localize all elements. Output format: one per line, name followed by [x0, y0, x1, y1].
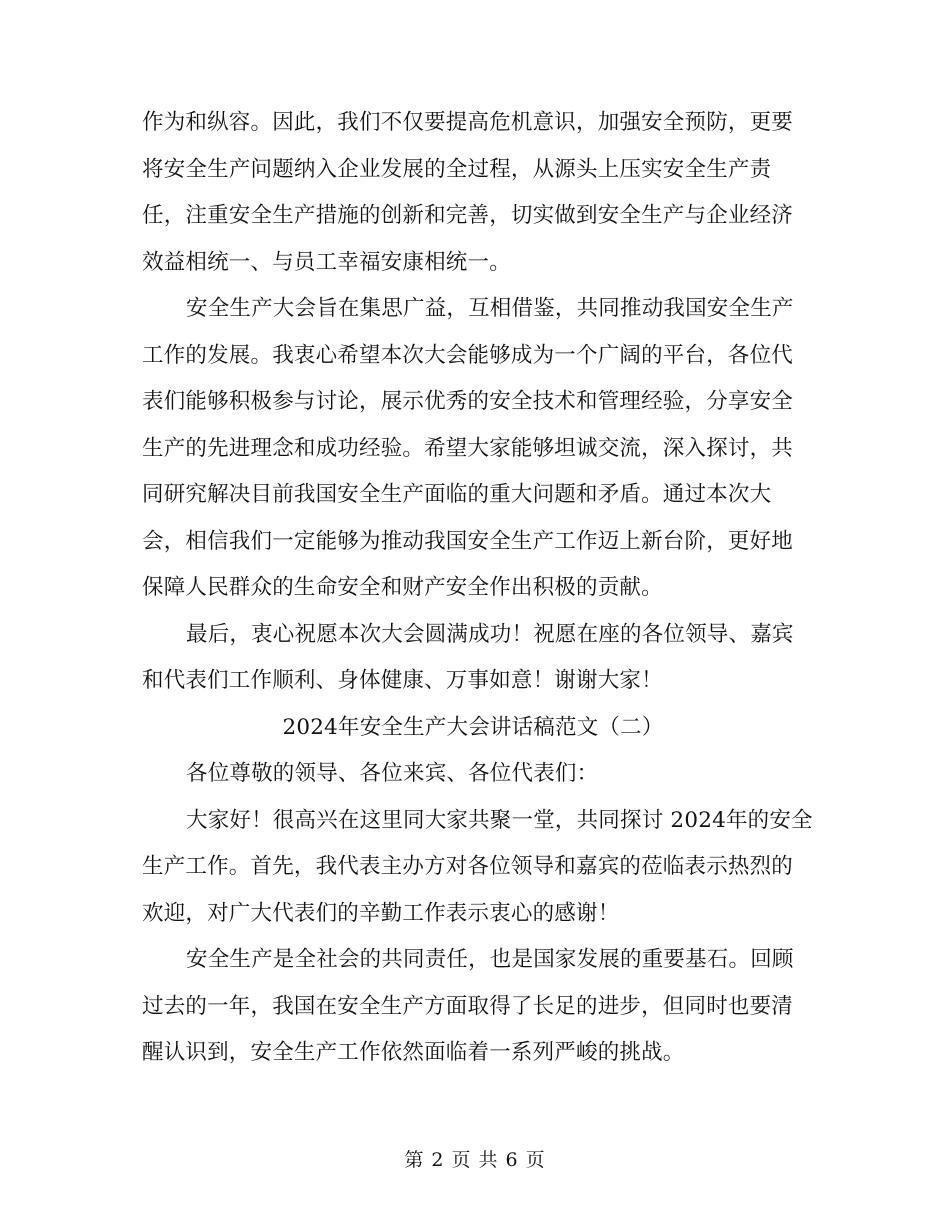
text-line: 大家好！很高兴在这里同大家共聚一堂，共同探讨 2024年的安全 [186, 807, 813, 833]
section-heading: 2024年安全生产大会讲话稿范文（二） [282, 714, 664, 740]
document-body [142, 100, 813, 1077]
text-line: 最后，衷心祝愿本次大会圆满成功！祝愿在座的各位领导、嘉宾 [186, 621, 794, 647]
text-line: 欢迎，对广大代表们的辛勤工作表示衷心的感谢！ [142, 900, 620, 926]
text-line: 生产的先进理念和成功经验。希望大家能够坦诚交流，深入探讨，共 [142, 435, 794, 461]
text-line: 将安全生产问题纳入企业发展的全过程，从源头上压实安全生产责 [142, 156, 772, 182]
text-line: 工作的发展。我衷心希望本次大会能够成为一个广阔的平台，各位代 [142, 342, 794, 368]
text-line: 生产工作。首先，我代表主办方对各位领导和嘉宾的莅临表示热烈的 [142, 854, 794, 879]
text-line: 安全生产大会旨在集思广益，互相借鉴，共同推动我国安全生产 [186, 296, 794, 321]
text-line: 任，注重安全生产措施的创新和完善，切实做到安全生产与企业经济 [142, 203, 794, 228]
text-line: 过去的一年，我国在安全生产方面取得了长足的进步，但同时也要清 [142, 993, 794, 1019]
page-number-footer: 第 2 页 共 6 页 [404, 1149, 546, 1171]
text-line: 和代表们工作顺利、身体健康、万事如意！谢谢大家！ [142, 668, 663, 693]
text-line: 同研究解决目前我国安全生产面临的重大问题和矛盾。通过本次大 [142, 482, 772, 507]
text-line: 醒认识到，安全生产工作依然面临着一系列严峻的挑战。 [142, 1040, 685, 1065]
text-line: 表们能够积极参与讨论，展示优秀的安全技术和管理经验，分享安全 [142, 389, 794, 414]
text-line: 安全生产是全社会的共同责任，也是国家发展的重要基石。回顾 [186, 947, 794, 972]
text-line: 各位尊敬的领导、各位来宾、各位代表们： [186, 761, 599, 786]
text-line: 会，相信我们一定能够为推动我国安全生产工作迈上新台阶，更好地 [142, 528, 794, 554]
text-line: 作为和纵容。因此，我们不仅要提高危机意识，加强安全预防，更要 [142, 110, 794, 135]
text-line: 保障人民群众的生命安全和财产安全作出积极的贡献。 [142, 575, 663, 600]
text-line: 效益相统一、与员工幸福安康相统一。 [142, 249, 511, 275]
